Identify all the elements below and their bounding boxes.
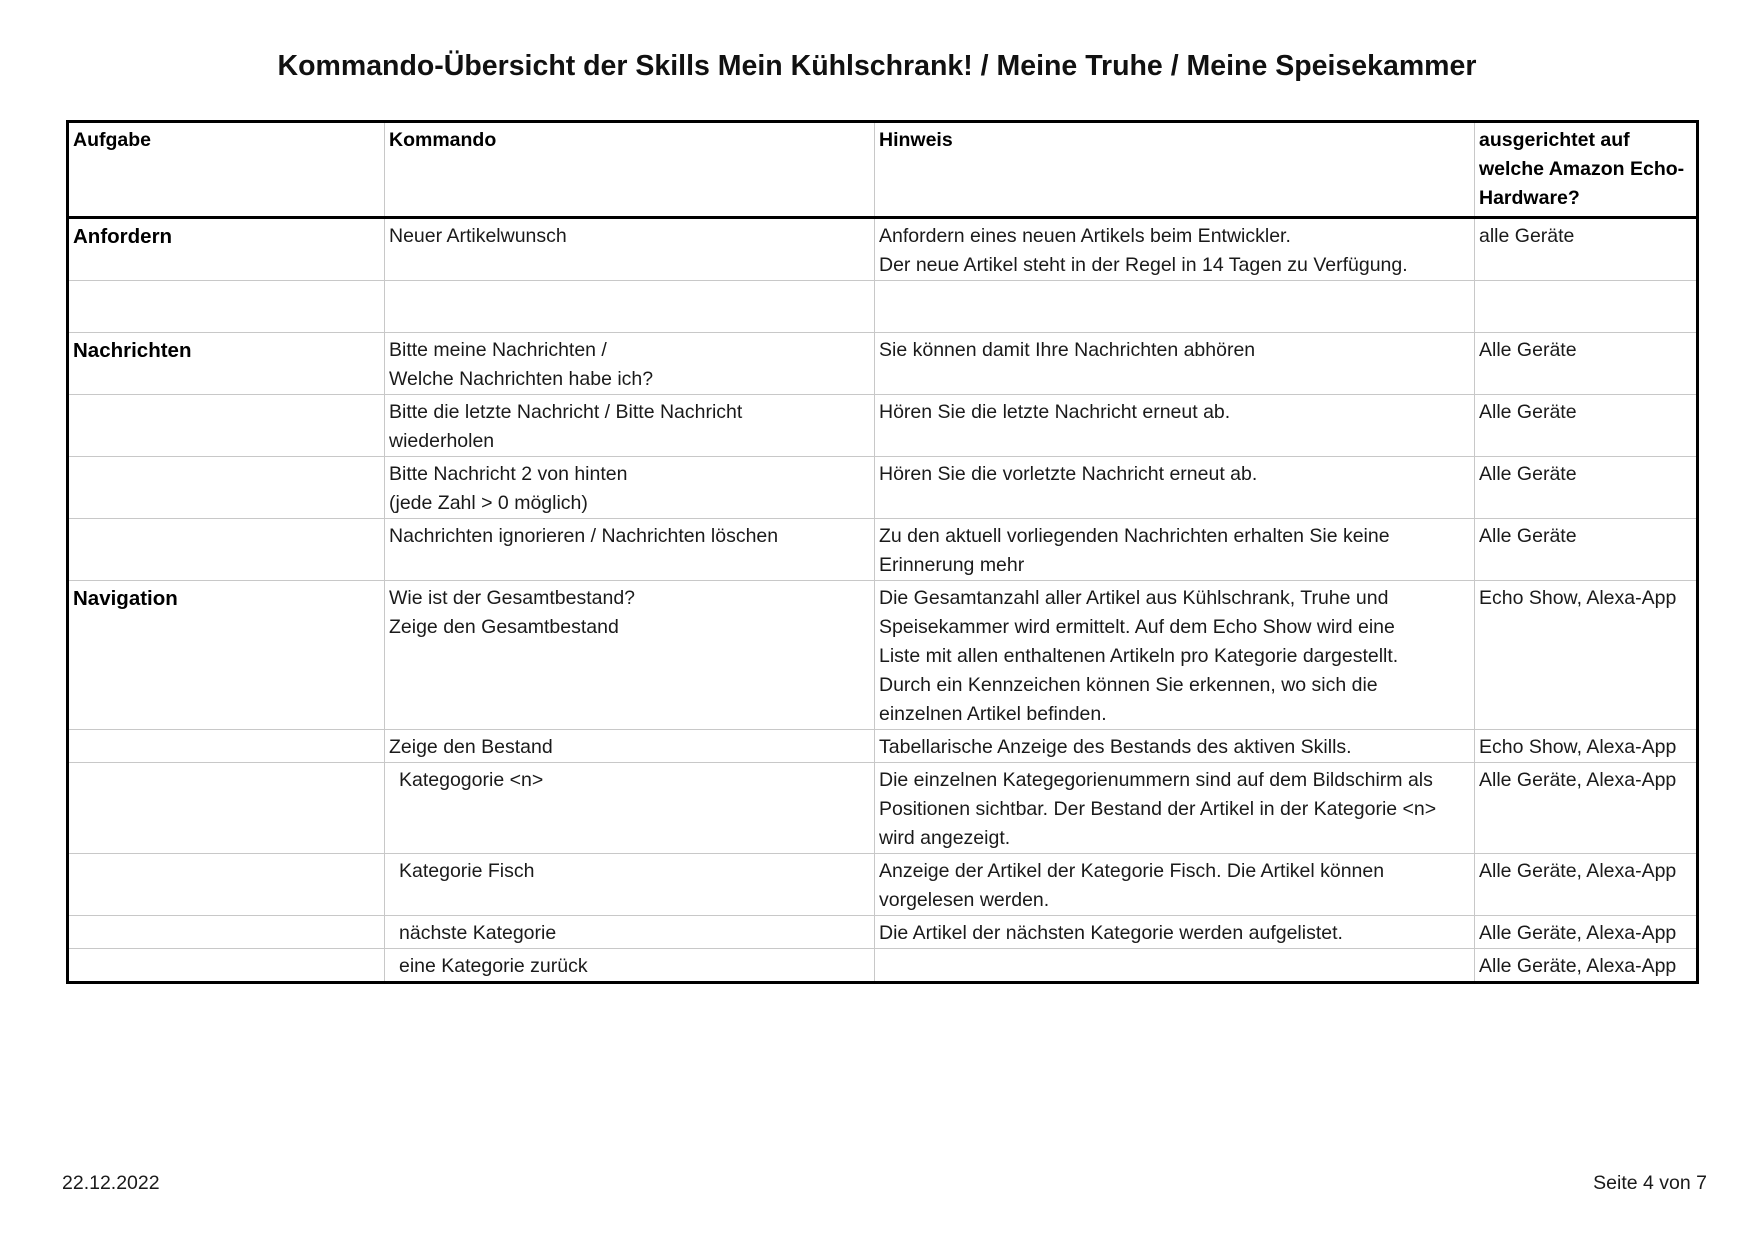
table-row [68, 395, 1698, 457]
cell-hinweis: Anfordern eines neuen Artikels beim Entwickler. Der neue Artikel steht in der Regel in 14 Tagen zu Verfügung. [875, 218, 1475, 281]
cell-aufgabe [68, 763, 385, 854]
table-row [68, 730, 1698, 763]
cell-aufgabe [68, 916, 385, 949]
cell-hinweis [875, 281, 1475, 333]
cell-hardware: Echo Show, Alexa-App [1475, 730, 1698, 763]
footer-date: 22.12.2022 [62, 1172, 160, 1194]
footer-page-number: Seite 4 von 7 [1593, 1172, 1707, 1194]
cell-kommando: Neuer Artikelwunsch [385, 218, 875, 281]
table-row [68, 519, 1698, 581]
cell-hinweis: Die Gesamtanzahl aller Artikel aus Kühlschrank, Truhe und Speisekammer wird ermittelt. Auf dem Echo Show wird eine Liste mit allen enthaltenen Artikeln pro Kategorie dargestellt. Durch ein Kennzeichen können Sie erkennen, wo sich die einzelnen Artikel befinden. [875, 581, 1475, 730]
cell-hinweis: Tabellarische Anzeige des Bestands des aktiven Skills. [875, 730, 1475, 763]
cell-hardware: Alle Geräte, Alexa-App [1475, 763, 1698, 854]
table-row [68, 457, 1698, 519]
table-header-row [68, 122, 1698, 218]
cell-hinweis: Hören Sie die letzte Nachricht erneut ab. [875, 395, 1475, 457]
cell-hinweis: Sie können damit Ihre Nachrichten abhören [875, 333, 1475, 395]
header-aufgabe: Aufgabe [68, 122, 385, 218]
table-row [68, 949, 1698, 983]
cell-hardware [1475, 281, 1698, 333]
cell-aufgabe [68, 281, 385, 333]
cell-hinweis [875, 949, 1475, 983]
cell-hardware: Alle Geräte [1475, 395, 1698, 457]
command-table [66, 120, 1699, 984]
cell-kommando: nächste Kategorie [385, 916, 875, 949]
cell-kommando: Wie ist der Gesamtbestand? Zeige den Gesamtbestand [385, 581, 875, 730]
table-row [68, 218, 1698, 281]
cell-hardware: Alle Geräte [1475, 333, 1698, 395]
cell-kommando [385, 281, 875, 333]
cell-kommando: Bitte Nachricht 2 von hinten (jede Zahl > 0 möglich) [385, 457, 875, 519]
cell-aufgabe [68, 457, 385, 519]
cell-aufgabe [68, 519, 385, 581]
page-title: Kommando-Übersicht der Skills Mein Kühlschrank! / Meine Truhe / Meine Speisekammer [277, 50, 1477, 82]
table-row [68, 763, 1698, 854]
cell-hinweis: Anzeige der Artikel der Kategorie Fisch. Die Artikel können vorgelesen werden. [875, 854, 1475, 916]
cell-aufgabe: Anfordern [68, 218, 385, 281]
cell-kommando: Zeige den Bestand [385, 730, 875, 763]
cell-hardware: Alle Geräte, Alexa-App [1475, 949, 1698, 983]
cell-hardware: Alle Geräte, Alexa-App [1475, 854, 1698, 916]
table-row [68, 854, 1698, 916]
cell-hardware: alle Geräte [1475, 218, 1698, 281]
cell-hardware: Alle Geräte, Alexa-App [1475, 916, 1698, 949]
cell-hardware: Echo Show, Alexa-App [1475, 581, 1698, 730]
cell-kommando: Bitte die letzte Nachricht / Bitte Nachricht wiederholen [385, 395, 875, 457]
header-hinweis: Hinweis [875, 122, 1475, 218]
cell-hinweis: Die einzelnen Kategegorienummern sind auf dem Bildschirm als Positionen sichtbar. Der Bestand der Artikel in der Kategorie <n> wird angezeigt. [875, 763, 1475, 854]
header-kommando: Kommando [385, 122, 875, 218]
cell-hardware: Alle Geräte [1475, 519, 1698, 581]
cell-hinweis: Die Artikel der nächsten Kategorie werden aufgelistet. [875, 916, 1475, 949]
table-row [68, 581, 1698, 730]
cell-kommando: Bitte meine Nachrichten / Welche Nachrichten habe ich? [385, 333, 875, 395]
cell-kommando: eine Kategorie zurück [385, 949, 875, 983]
table-row [68, 281, 1698, 333]
cell-hardware: Alle Geräte [1475, 457, 1698, 519]
cell-kommando: Kategorie Fisch [385, 854, 875, 916]
cell-kommando: Kategogorie <n> [385, 763, 875, 854]
cell-aufgabe [68, 854, 385, 916]
header-hardware: ausgerichtet auf welche Amazon Echo- Hardware? [1475, 122, 1698, 218]
table-row [68, 916, 1698, 949]
table-row [68, 333, 1698, 395]
cell-aufgabe [68, 395, 385, 457]
cell-kommando: Nachrichten ignorieren / Nachrichten löschen [385, 519, 875, 581]
cell-aufgabe: Navigation [68, 581, 385, 730]
cell-hinweis: Zu den aktuell vorliegenden Nachrichten erhalten Sie keine Erinnerung mehr [875, 519, 1475, 581]
cell-aufgabe [68, 730, 385, 763]
cell-aufgabe: Nachrichten [68, 333, 385, 395]
cell-aufgabe [68, 949, 385, 983]
cell-hinweis: Hören Sie die vorletzte Nachricht erneut ab. [875, 457, 1475, 519]
